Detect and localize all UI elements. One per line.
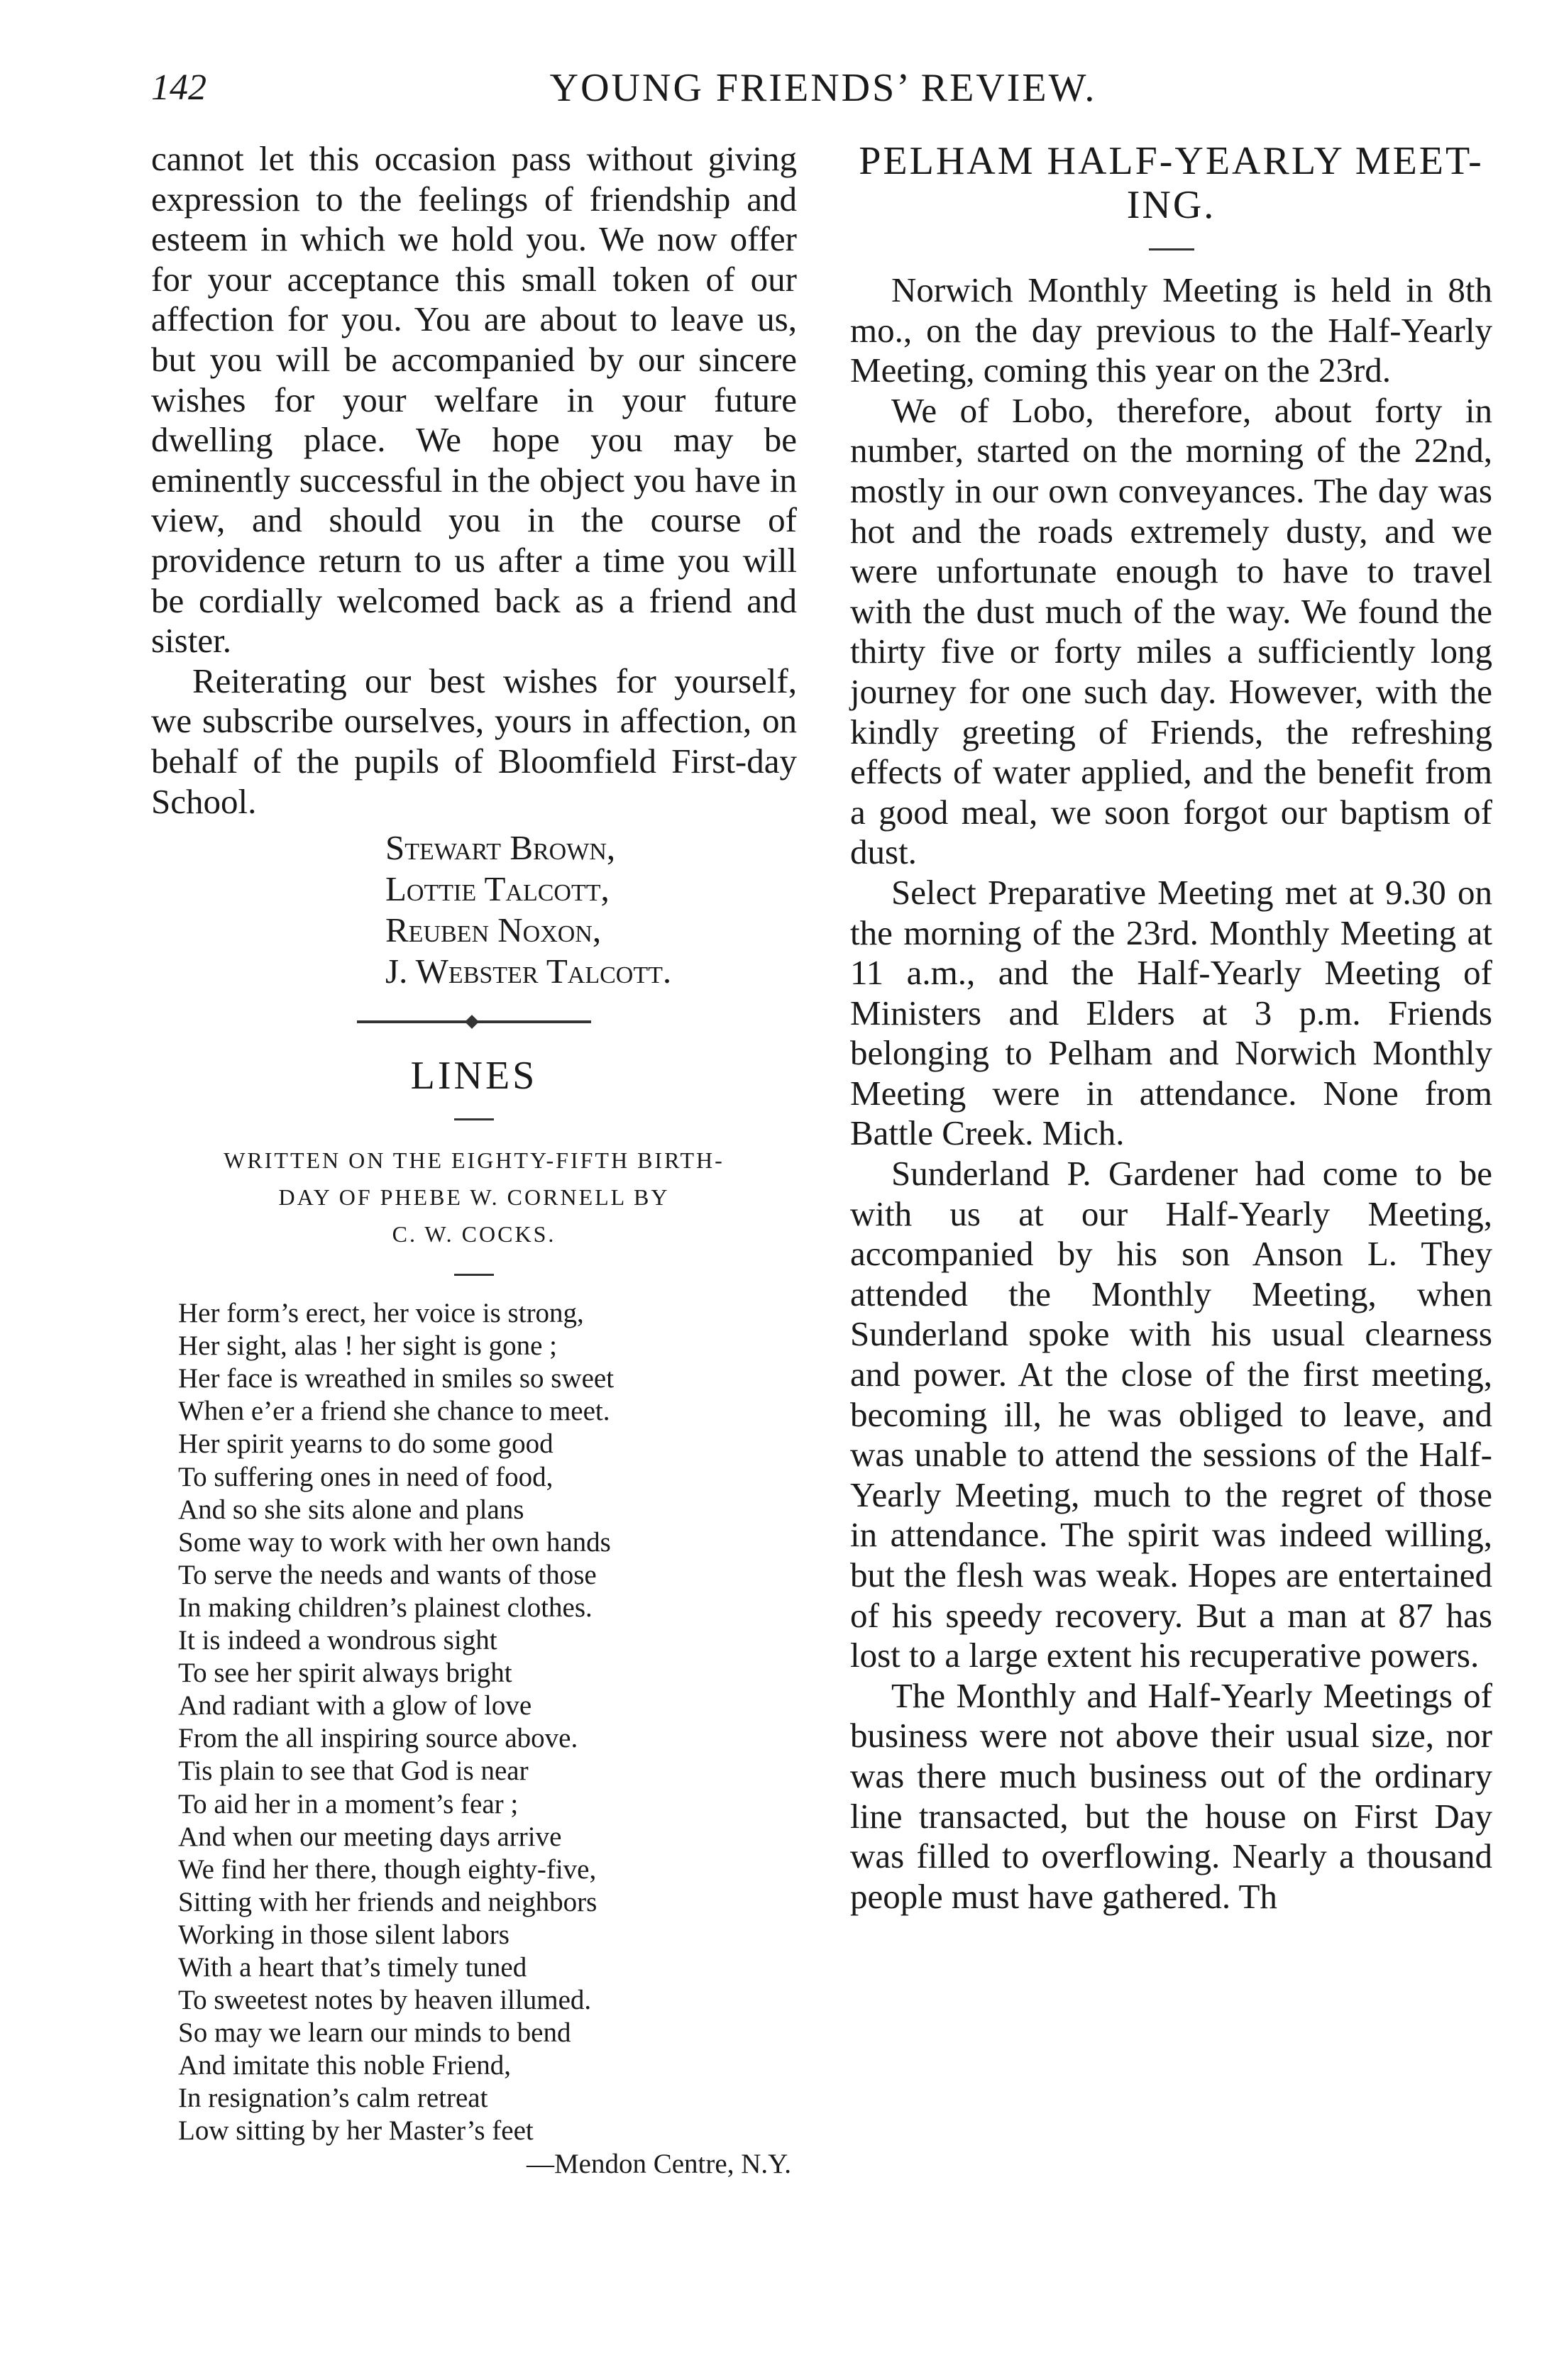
article-paragraph: We of Lobo, therefore, about forty in number, started on the morning of the 22nd, mostly in our own conveyances. The day was hot and the roads extremely dusty, and we were unfortunate enough to have to travel with the dust much of the way. We found the thirty five or forty miles a sufficiently long journey for one such day. However, with the kindly greeting of Friends, the refreshing effects of water applied, and the benefit from a good meal, we soon forgot our baptism of dust. (850, 390, 1492, 872)
poem-attribution: —Mendon Centre, N.Y. (527, 2148, 791, 2179)
poem-subtitle-line: DAY OF PHEBE W. CORNELL BY (278, 1184, 670, 1211)
poem-line: Low sitting by her Master’s feet (178, 2115, 534, 2147)
poem-line: Her sight, alas ! her sight is gone ; (178, 1331, 557, 1362)
article-paragraph: Select Preparative Meeting met at 9.30 on the morning of the 23rd. Monthly Meeting at 11 a.m., and the Half-Yearly Meeting of Ministers and Elders at 3 p.m. Friends belonging to Pelham and Norwich Monthly Meeting were in attendance. None from Battle Creek. Mich. (850, 872, 1492, 1153)
poem-line: Tis plain to see that God is near (178, 1756, 529, 1787)
ornamental-divider (357, 1020, 591, 1023)
article-title-line: ING. (1126, 183, 1216, 227)
poem-line: Her spirit yearns to do some good (178, 1428, 554, 1460)
poem-line: From the all inspiring source above. (178, 1723, 578, 1754)
poem-line: To aid her in a moment’s fear ; (178, 1788, 519, 1819)
short-rule (454, 1274, 494, 1276)
poem-subtitle-line: WRITTEN ON THE EIGHTY-FIFTH BIRTH- (224, 1147, 725, 1174)
short-rule (1149, 248, 1194, 250)
signer-name: J. Webster Talcott. (385, 952, 672, 991)
right-column (850, 139, 1492, 1917)
poem-line: Working in those silent labors (178, 1919, 510, 1950)
poem-line: Some way to work with her own hands (178, 1526, 611, 1558)
article-title-line: PELHAM HALF-YEARLY MEET- (859, 139, 1484, 183)
signature-block (151, 827, 797, 992)
poem-subtitle-line: C. W. COCKS. (392, 1221, 556, 1247)
poem-line: And imitate this noble Friend, (178, 2050, 512, 2081)
letter-paragraph: Reiterating our best wishes for yourself, we subscribe ourselves, yours in affection, on behalf of the pupils of Bloomfield First-day School. (151, 661, 797, 821)
poem-line: We find her there, though eighty-five, (178, 1853, 597, 1885)
article-paragraph: Sunderland P. Gardener had come to be with us at our Half-Yearly Meeting, accompanied by his son Anson L. They attended the Monthly Meeting, when Sunderland spoke with his usual clearness and power. At the close of the first meeting, becoming ill, he was obliged to leave, and was unable to attend the sessions of the Half-Yearly Meeting, much to the regret of those in attendance. The spirit was indeed willing, but the flesh was weak. Hopes are entertained of his speedy recovery. But a man at 87 has lost to a large extent his recuperative powers. (850, 1154, 1492, 1675)
poem-line: With a heart that’s timely tuned (178, 1951, 527, 1983)
poem-subtitle (165, 1142, 783, 1252)
short-rule (454, 1118, 494, 1120)
poem-line: And when our meeting days arrive (178, 1821, 562, 1852)
poem-body (151, 1297, 797, 2147)
poem-line: And radiant with a glow of love (178, 1690, 532, 1721)
poem-title: LINES (410, 1054, 538, 1098)
article-paragraph: The Monthly and Half-Yearly Meetings of business were not above their usual size, nor was there much business out of the ordinary line transacted, but the house on First Day was filled to overflowing. Nearly a thousand people must have gathered. Th (850, 1675, 1492, 1916)
poem-line: To serve the needs and wants of those (178, 1559, 597, 1590)
poem-line: To see her spirit always bright (178, 1658, 512, 1689)
poem-line: To sweetest notes by heaven illumed. (178, 1985, 592, 2016)
poem-line: Her face is wreathed in smiles so sweet (178, 1363, 615, 1394)
poem-line: Sitting with her friends and neighbors (178, 1886, 597, 1917)
poem-line: In resignation’s calm retreat (178, 2083, 488, 2114)
poem-line: In making children’s plainest clothes. (178, 1592, 593, 1623)
article-title (850, 139, 1492, 227)
poem-line: When e’er a friend she chance to meet. (178, 1396, 610, 1427)
signer-name: Stewart Brown, (385, 828, 616, 868)
poem-line: So may we learn our minds to bend (178, 2017, 571, 2049)
left-column (151, 139, 797, 2181)
poem-line: It is indeed a wondrous sight (178, 1625, 497, 1656)
signer-name: Lottie Talcott, (385, 869, 610, 909)
signer-name: Reuben Noxon, (385, 910, 602, 950)
poem-line: And so she sits alone and plans (178, 1494, 524, 1525)
poem-line: To suffering ones in need of food, (178, 1461, 554, 1492)
running-title: YOUNG FRIENDS’ REVIEW. (549, 66, 1097, 110)
letter-paragraph: cannot let this occasion pass without giving expression to the feelings of friendship and esteem in which we hold you. We now offer for your acceptance this small token of our affection for you. You are about to leave us, but you will be accompanied by our sincere wishes for your welfare in your future dwelling place. We hope you may be eminently successful in the object you have in view, and should you in the course of providence return to us after a time you will be cordially welcomed back as a friend and sister. (151, 139, 797, 661)
page-number: 142 (151, 67, 206, 108)
article-paragraph: Norwich Monthly Meeting is held in 8th mo., on the day previous to the Half-Yearly Meeting, coming this year on the 23rd. (850, 270, 1492, 390)
poem-line: Her form’s erect, her voice is strong, (178, 1298, 584, 1329)
